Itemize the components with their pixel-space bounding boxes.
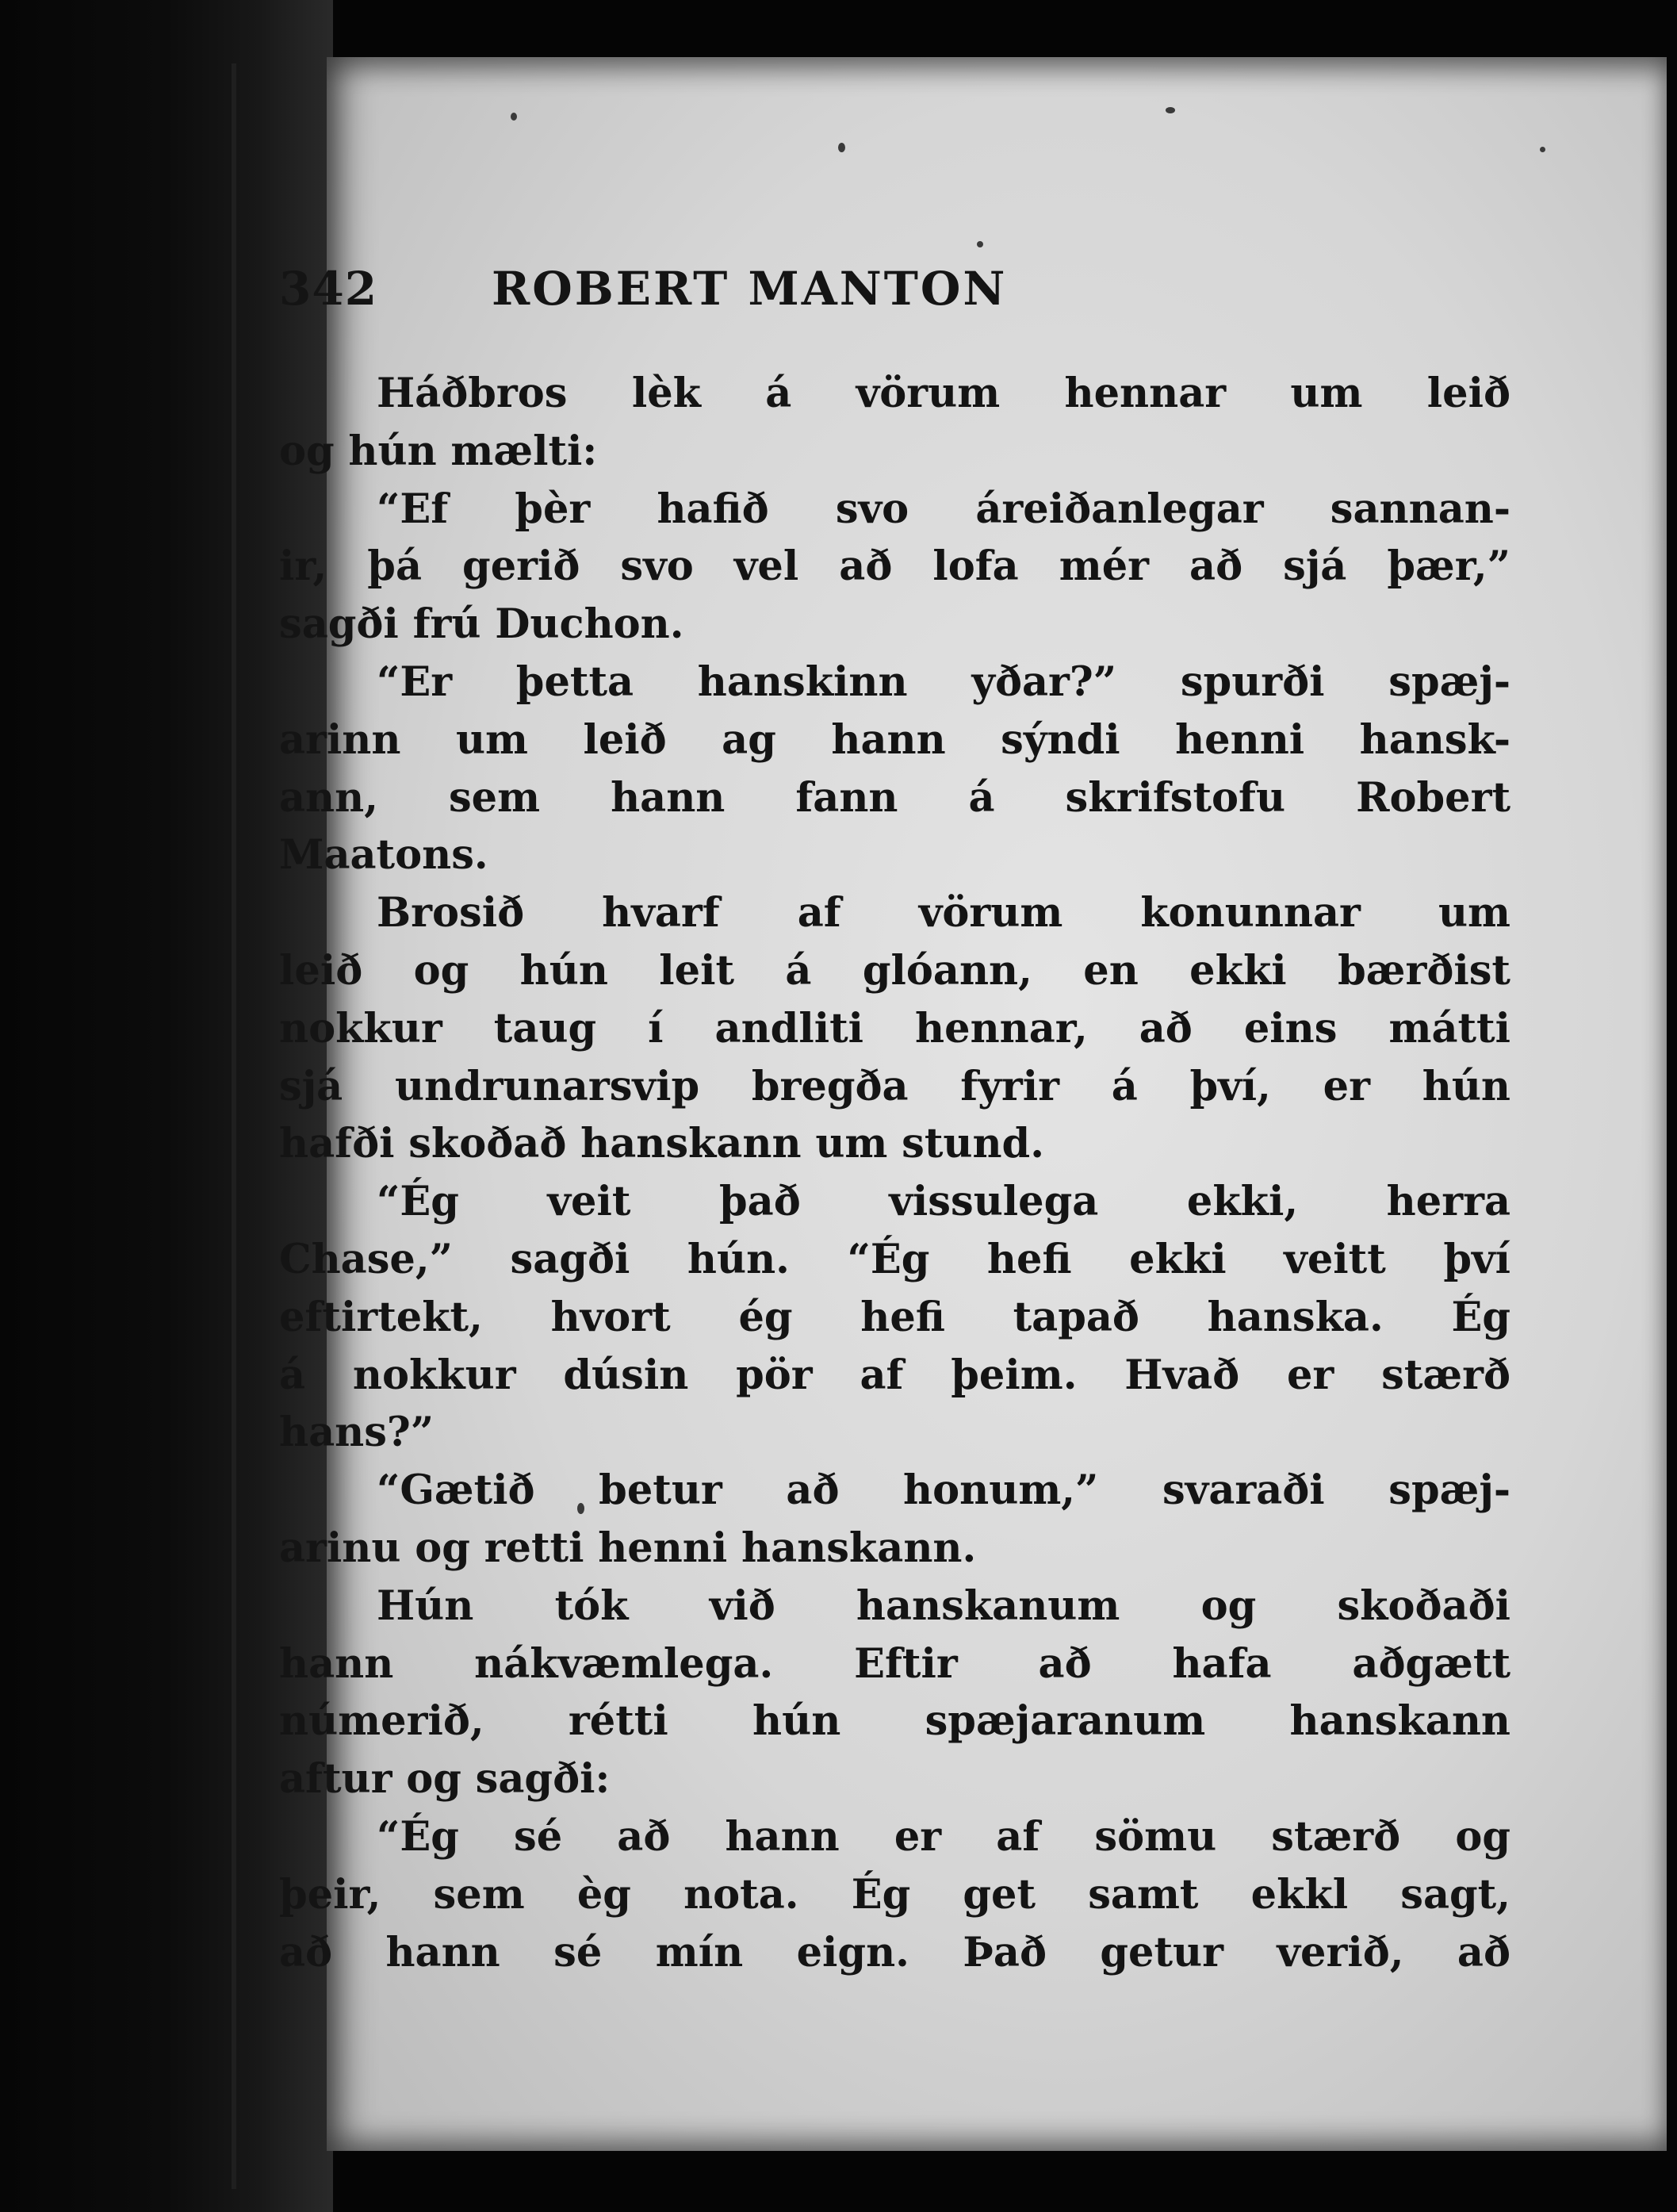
text-line: númerið, rétti hún spæjaranum hanskann xyxy=(279,1697,1510,1746)
page-header xyxy=(279,262,1310,349)
text-line: “Gætið betur að honum,” svaraði spæj- xyxy=(377,1466,1510,1515)
text-line: Hún tók við hanskanum og skoðaði xyxy=(377,1581,1510,1630)
text-line: aftur og sagði: xyxy=(279,1755,611,1804)
text-line: nokkur taug í andliti hennar, að eins mátti xyxy=(279,1004,1510,1052)
scan-speck xyxy=(977,241,983,247)
text-line: Brosið hvarf af vörum konunnar um xyxy=(377,889,1510,937)
text-line: ir, þá gerið svo vel að lofa mér að sjá þær,” xyxy=(279,542,1510,591)
scan-speck xyxy=(838,143,845,152)
page-number: 342 xyxy=(279,262,378,316)
text-line: á nokkur dúsin pör af þeim. Hvað er stærð xyxy=(279,1351,1510,1399)
text-line: og hún mælti: xyxy=(279,427,598,475)
text-line: Maatons. xyxy=(279,831,488,880)
scan-speck xyxy=(511,113,517,121)
text-line: hann nákvæmlega. Eftir að hafa aðgætt xyxy=(279,1639,1510,1688)
scan-speck xyxy=(1166,107,1175,113)
scan-speck xyxy=(1540,147,1545,152)
text-line: “Ég veit það vissulega ekki, herra xyxy=(377,1178,1510,1226)
text-line: leið og hún leit á glóann, en ekki bærðist xyxy=(279,946,1510,995)
text-line: hafði skoðað hanskann um stund. xyxy=(279,1120,1044,1168)
text-line: þeir, sem èg nota. Ég get samt ekkl sagt, xyxy=(279,1870,1510,1919)
body-text xyxy=(279,365,1510,1981)
running-head-title: ROBERT MANTON xyxy=(492,262,1008,316)
text-line: “Ef þèr hafið svo áreiðanlegar sannan- xyxy=(377,485,1510,533)
text-line: að hann sé mín eign. Það getur verið, að xyxy=(279,1928,1510,1976)
text-line: “Er þetta hanskinn yðar?” spurði spæj- xyxy=(377,657,1510,706)
text-line: sagði frú Duchon. xyxy=(279,600,684,649)
text-line: eftirtekt, hvort ég hefi tapað hanska. Ég xyxy=(279,1293,1510,1341)
text-line: Háðbros lèk á vörum hennar um leið xyxy=(377,370,1510,417)
text-line: Chase,” sagði hún. “Ég hefi ekki veitt því xyxy=(279,1235,1510,1283)
text-line: arinn um leið ag hann sýndi henni hansk- xyxy=(279,715,1510,764)
text-line: “Ég sé að hann er af sömu stærð og xyxy=(377,1812,1510,1861)
binding-edge-line xyxy=(232,63,236,2189)
text-line: ann, sem hann fann á skrifstofu Robert xyxy=(279,773,1510,822)
text-line: arinu og retti henni hanskann. xyxy=(279,1524,977,1572)
text-line: hans?” xyxy=(279,1409,435,1457)
text-line: sjá undrunarsvip bregða fyrir á því, er hún xyxy=(279,1062,1510,1110)
